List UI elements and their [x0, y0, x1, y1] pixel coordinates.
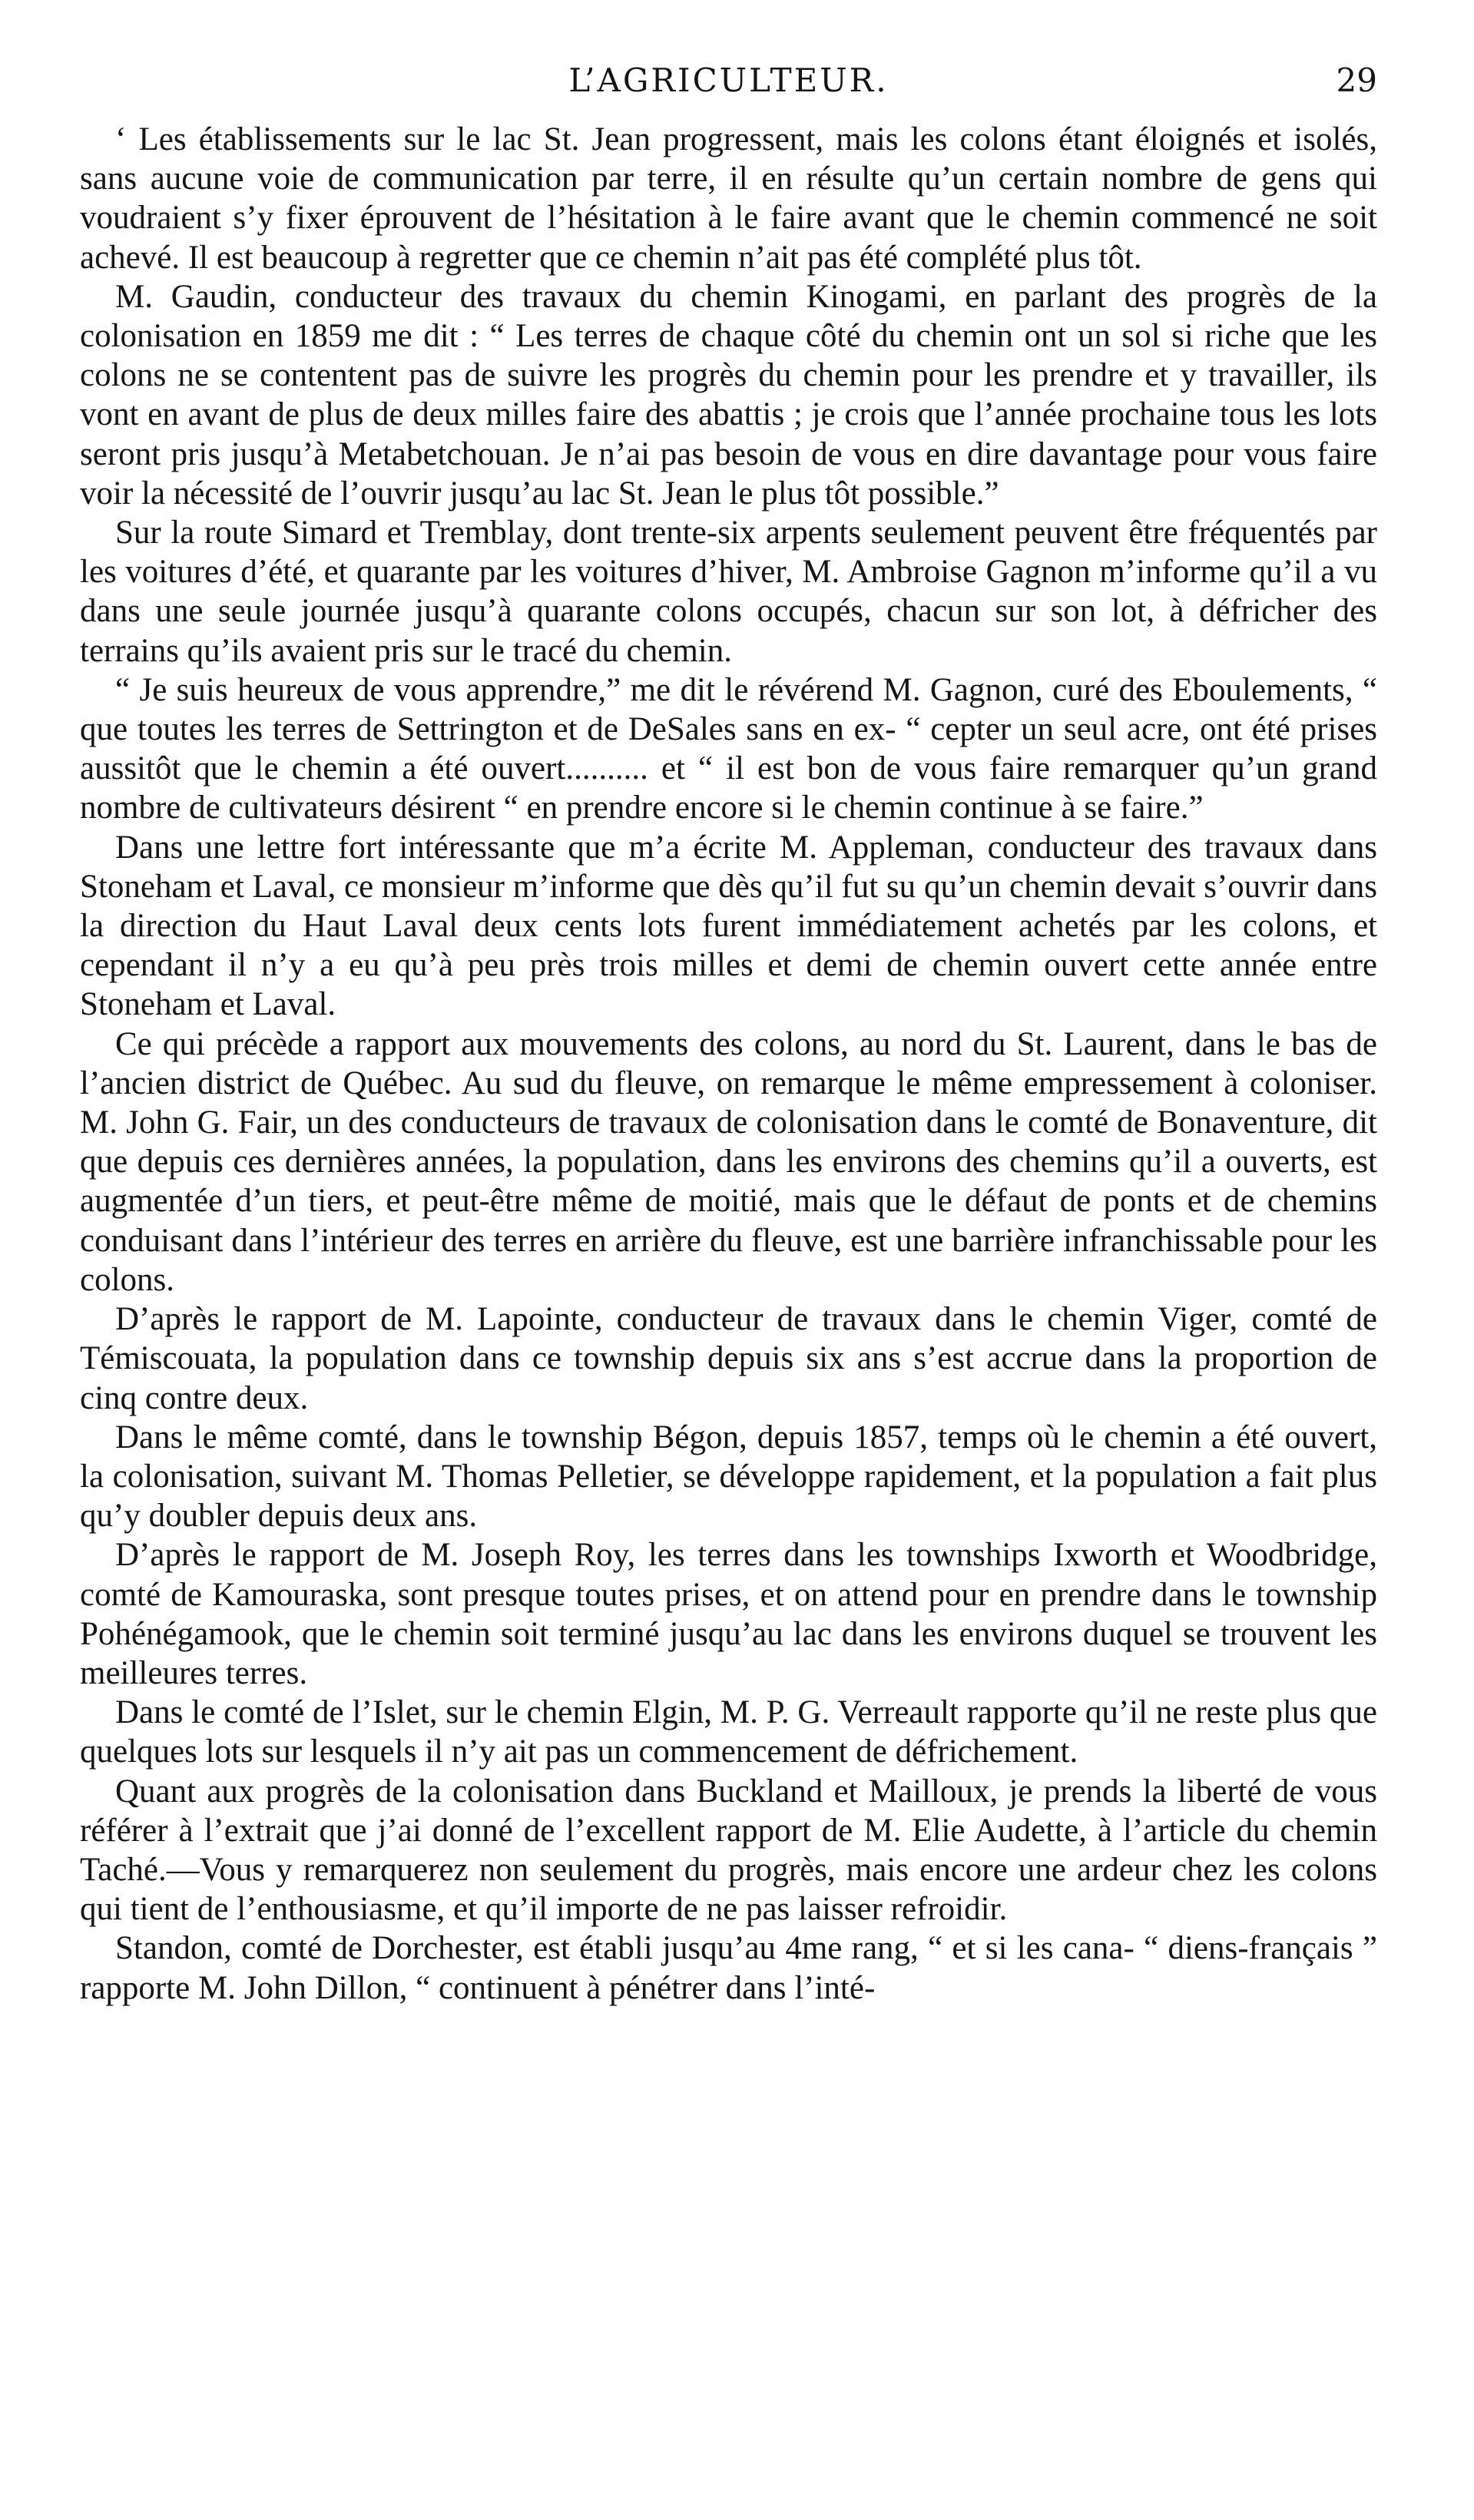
- paragraph-gaudin: M. Gaudin, conducteur des travaux du chemin Kinogami, en parlant des progrès de la colonisation en 1859 me dit : “ Les terres de chaque côté du chemin ont un sol si riche que les colons ne se contentent pas de suivre les progrès du chemin pour les prendre et y travailler, ils vont en avant de plus de deux milles faire des abattis ; je crois que l’année prochaine tous les lots seront pris jusqu’à Metabetchouan. Je n’ai pas besoin de vous en dire davantage pour vous faire voir la nécessité de l’ouvrir jusqu’au lac St. Jean le plus tôt possible.”: [80, 278, 1377, 512]
- running-title: L’AGRICULTEUR.: [568, 61, 889, 99]
- running-head: [80, 48, 1377, 109]
- paragraph-buckland: Quant aux progrès de la colonisation dans Buckland et Mailloux, je prends la liberté de vous référer à l’extrait que j’ai donné de l’excellent rapport de M. Elie Audette, à l’article du chemin Taché.—Vous y remarquerez non seulement du progrès, mais encore une ardeur chez les colons qui tient de l’enthousiasme, et qu’il importe de ne pas laisser refroidir.: [80, 1773, 1377, 1928]
- body-text: [80, 120, 1377, 2008]
- page-number: 29: [1336, 61, 1377, 99]
- paragraph-gagnon-quote: “ Je suis heureux de vous apprendre,” me dit le révérend M. Gagnon, curé des Eboulements, “ que toutes les terres de Settrington et de DeSales sans en ex- “ cepter un seul acre, ont été prises aussitôt que le chemin a été ouvert.......... et “ il est bon de vous faire remarquer qu’un grand nombre de cultivateurs désirent “ en prendre encore si le chemin continue à se faire.”: [80, 671, 1377, 826]
- paragraph-begon: Dans le même comté, dans le township Bégon, depuis 1857, temps où le chemin a été ouvert, la colonisation, suivant M. Thomas Pelletier, se développe rapidement, et la population a fait plus qu’y doubler depuis deux ans.: [80, 1419, 1377, 1535]
- paragraph-south-shore: Ce qui précède a rapport aux mouvements des colons, au nord du St. Laurent, dans le bas de l’ancien district de Québec. Au sud du fleuve, on remarque le même empressement à coloniser. M. John G. Fair, un des conducteurs de travaux de colonisation dans le comté de Bonaventure, dit que depuis ces dernières années, la population, dans les environs des chemins qu’il a ouverts, est augmentée d’un tiers, et peut-être même de moitié, mais que le défaut de ponts et de chemins conduisant dans l’intérieur des terres en arrière du fleuve, est une barrière infranchissable pour les colons.: [80, 1025, 1377, 1298]
- paragraph-joseph-roy: D’après le rapport de M. Joseph Roy, les terres dans les townships Ixworth et Woodbridge, comté de Kamouraska, sont presque toutes prises, et on attend pour en prendre dans le township Pohénégamook, que le chemin soit terminé jusqu’au lac dans les environs duquel se trouvent les meilleures terres.: [80, 1537, 1377, 1691]
- paragraph-appleman: Dans une lettre fort intéressante que m’a écrite M. Appleman, conducteur des travaux dans Stoneham et Laval, ce monsieur m’informe que dès qu’il fut su qu’un chemin devait s’ouvrir dans la direction du Haut Laval deux cents lots furent immédiatement achetés par les colons, et cependant il n’y a eu qu’à peu près trois milles et demi de chemin ouvert cette année entre Stoneham et Laval.: [80, 829, 1377, 1023]
- paragraph-standon: Standon, comté de Dorchester, est établi jusqu’au 4me rang, “ et si les cana- “ diens-français ” rapporte M. John Dillon, “ continuent à pénétrer dans l’inté-: [80, 1930, 1377, 2006]
- paragraph-simard-tremblay: Sur la route Simard et Tremblay, dont trente-six arpents seulement peuvent être fréquentés par les voitures d’été, et quarante par les voitures d’hiver, M. Ambroise Gagnon m’informe qu’il a vu dans une seule journée jusqu’à quarante colons occupés, chacun sur son lot, à défricher des terrains qu’ils avaient pris sur le tracé du chemin.: [80, 515, 1377, 669]
- paragraph-islet: Dans le comté de l’Islet, sur le chemin Elgin, M. P. G. Verreault rapporte qu’il ne reste plus que quelques lots sur lesquels il n’y ait pas un commencement de défrichement.: [80, 1694, 1377, 1770]
- paragraph-lapointe: D’après le rapport de M. Lapointe, conducteur de travaux dans le chemin Viger, comté de Témiscouata, la population dans ce township depuis six ans s’est accrue dans la proportion de cinq contre deux.: [80, 1301, 1377, 1416]
- paragraph-lac-st-jean: ‘ Les établissements sur le lac St. Jean progressent, mais les colons étant éloignés et isolés, sans aucune voie de communication par terre, il en résulte qu’un certain nombre de gens qui voudraient s’y fixer éprouvent de l’hésitation à le faire avant que le chemin commencé ne soit achevé. Il est beaucoup à regretter que ce chemin n’ait pas été complété plus tôt.: [80, 121, 1377, 276]
